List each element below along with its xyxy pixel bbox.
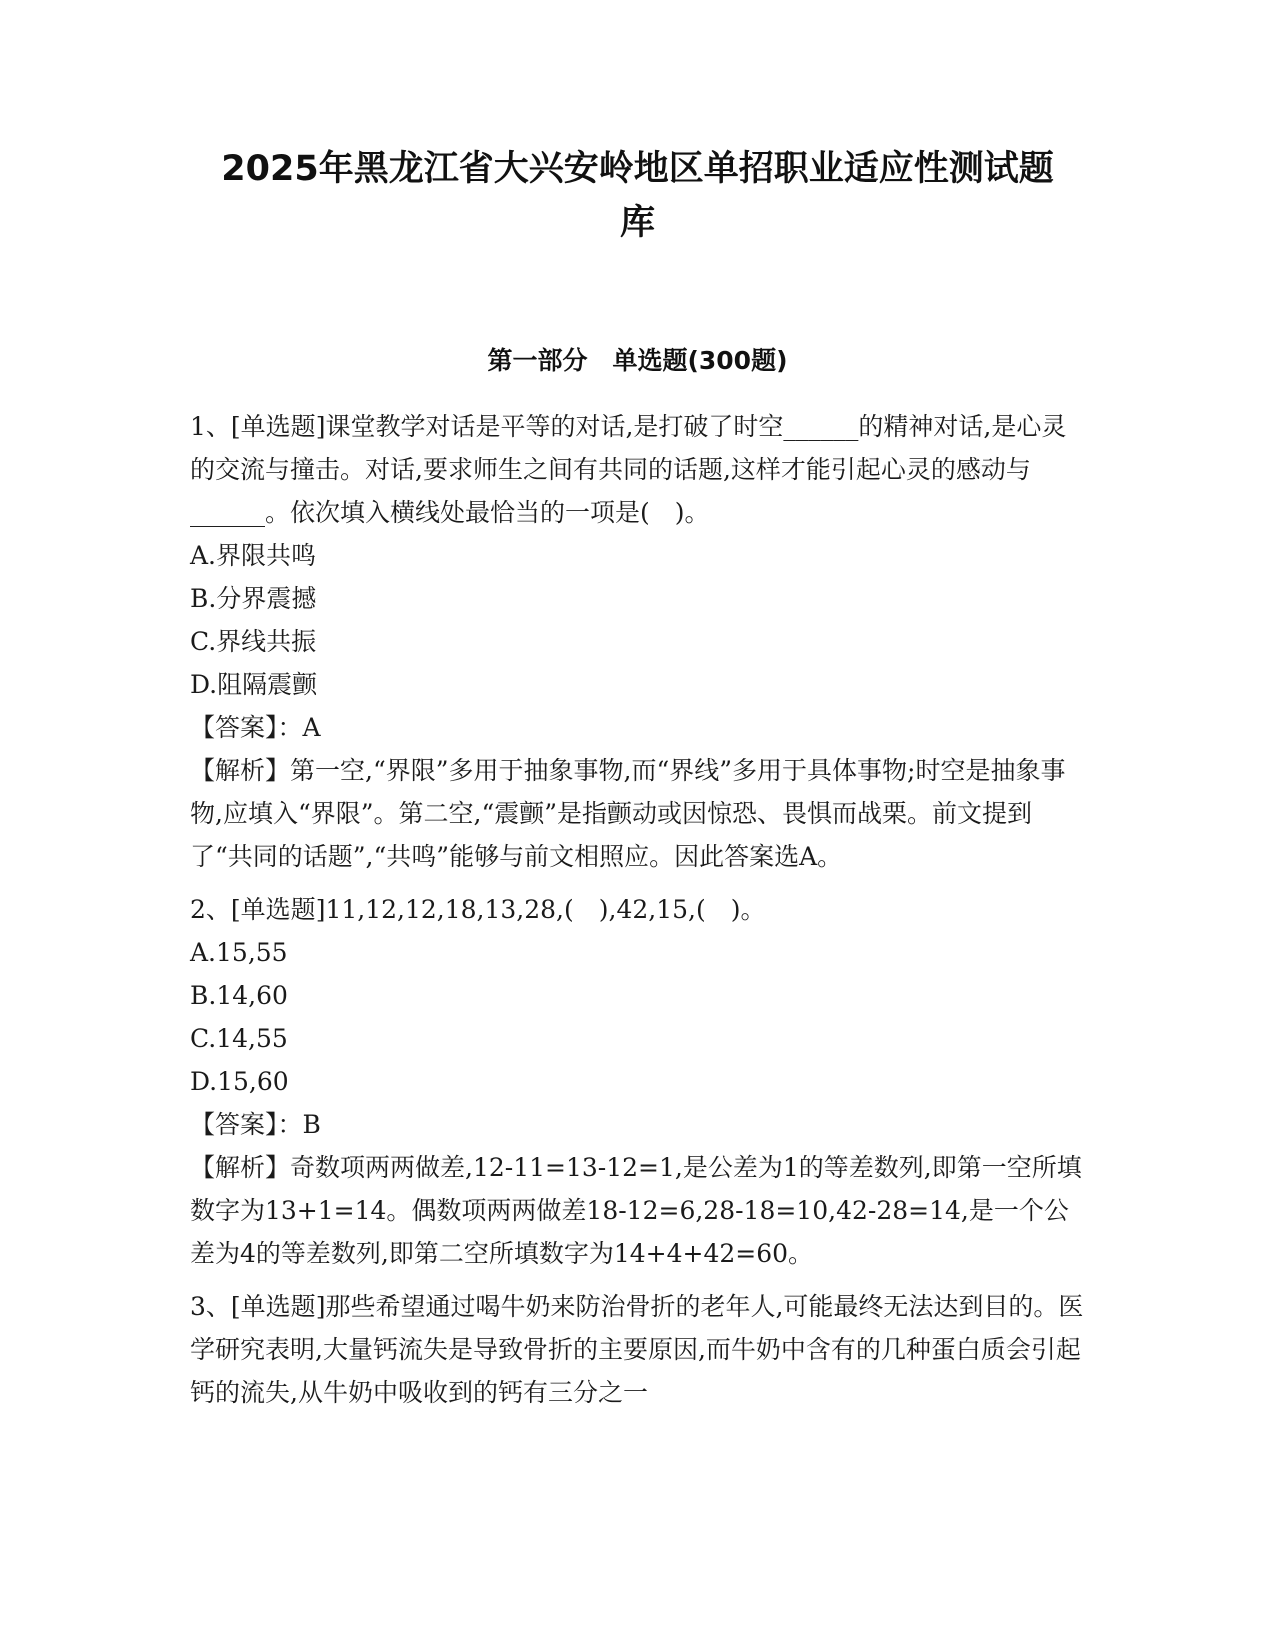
option-c: C.14,55 [190, 1024, 288, 1053]
question-2-stem-block [190, 888, 1085, 931]
question-list [190, 405, 1085, 1424]
question-type: [ 单选题 ] [231, 1292, 326, 1321]
analysis-text: 奇数项两两做差,12-11=13-12=1,是公差为1的等差数列,即第一空所填数字为13+1=14。偶数项两两做差18-12=6,28-18=10,42-28=14,是一个公差为4的等差数列,即第二空所填数字为14+4+42=60。 [190, 1153, 1082, 1268]
section-heading: 第一部分 单选题(300题) [487, 346, 788, 375]
question-3 [190, 1285, 1085, 1414]
answer-line [190, 1103, 1085, 1146]
question-1 [190, 405, 1085, 878]
option-b: B.分界震撼 [190, 584, 317, 613]
question-type: [ 单选题 ] [231, 895, 326, 924]
question-stem: 那些希望通过喝牛奶来防治骨折的老年人,可能最终无法达到目的。医学研究表明,大量钙流失是导致骨折的主要原因,而牛奶中含有的几种蛋白质会引起钙的流失,从牛奶中吸收到的钙有三分之一 [190, 1292, 1084, 1407]
answer-line [190, 706, 1085, 749]
option-a: A.15,55 [190, 938, 288, 967]
document-title-line-2: 库 [619, 203, 655, 243]
option-c: C.界线共振 [190, 627, 317, 656]
analysis-label: 【解析】 [190, 756, 291, 785]
question-2 [190, 888, 1085, 1275]
document-title [150, 142, 1125, 250]
document-title-line-1: 2025年黑龙江省大兴安岭地区单招职业适应性测试题 [221, 149, 1054, 189]
answer-label: 【答案】： [190, 1110, 303, 1139]
answer-label: 【答案】： [190, 713, 303, 742]
option-d: D.15,60 [190, 1067, 289, 1096]
question-number: 3、 [190, 1292, 231, 1321]
question-number: 2、 [190, 895, 231, 924]
question-stem: 11,12,12,18,13,28,( ),42,15,( )。 [325, 895, 766, 924]
option-b: B.14,60 [190, 981, 288, 1010]
question-1-stem-block [190, 405, 1085, 534]
option-a: A.界限共鸣 [190, 541, 317, 570]
question-stem: 课堂教学对话是平等的对话,是打破了时空______的精神对话,是心灵的交流与撞击。对话,要求师生之间有共同的话题,这样才能引起心灵的感动与______。依次填入横线处最恰当的一项是( )。 [190, 412, 1067, 527]
analysis-label: 【解析】 [190, 1153, 291, 1182]
answer-value: A [302, 713, 321, 742]
question-type: [ 单选题 ] [231, 412, 326, 441]
analysis-text: 第一空,“界限”多用于抽象事物,而“界线”多用于具体事物;时空是抽象事物,应填入“界限”。第二空,“震颤”是指颤动或因惊恐、畏惧而战栗。前文提到了“共同的话题”,“共鸣”能够与前文相照应。因此答案选A。 [190, 756, 1066, 871]
answer-value: B [302, 1110, 321, 1139]
question-number: 1、 [190, 412, 231, 441]
question-3-stem-block [190, 1285, 1085, 1414]
analysis-block [190, 749, 1085, 878]
analysis-block [190, 1146, 1085, 1275]
option-d: D.阻隔震颤 [190, 670, 318, 699]
